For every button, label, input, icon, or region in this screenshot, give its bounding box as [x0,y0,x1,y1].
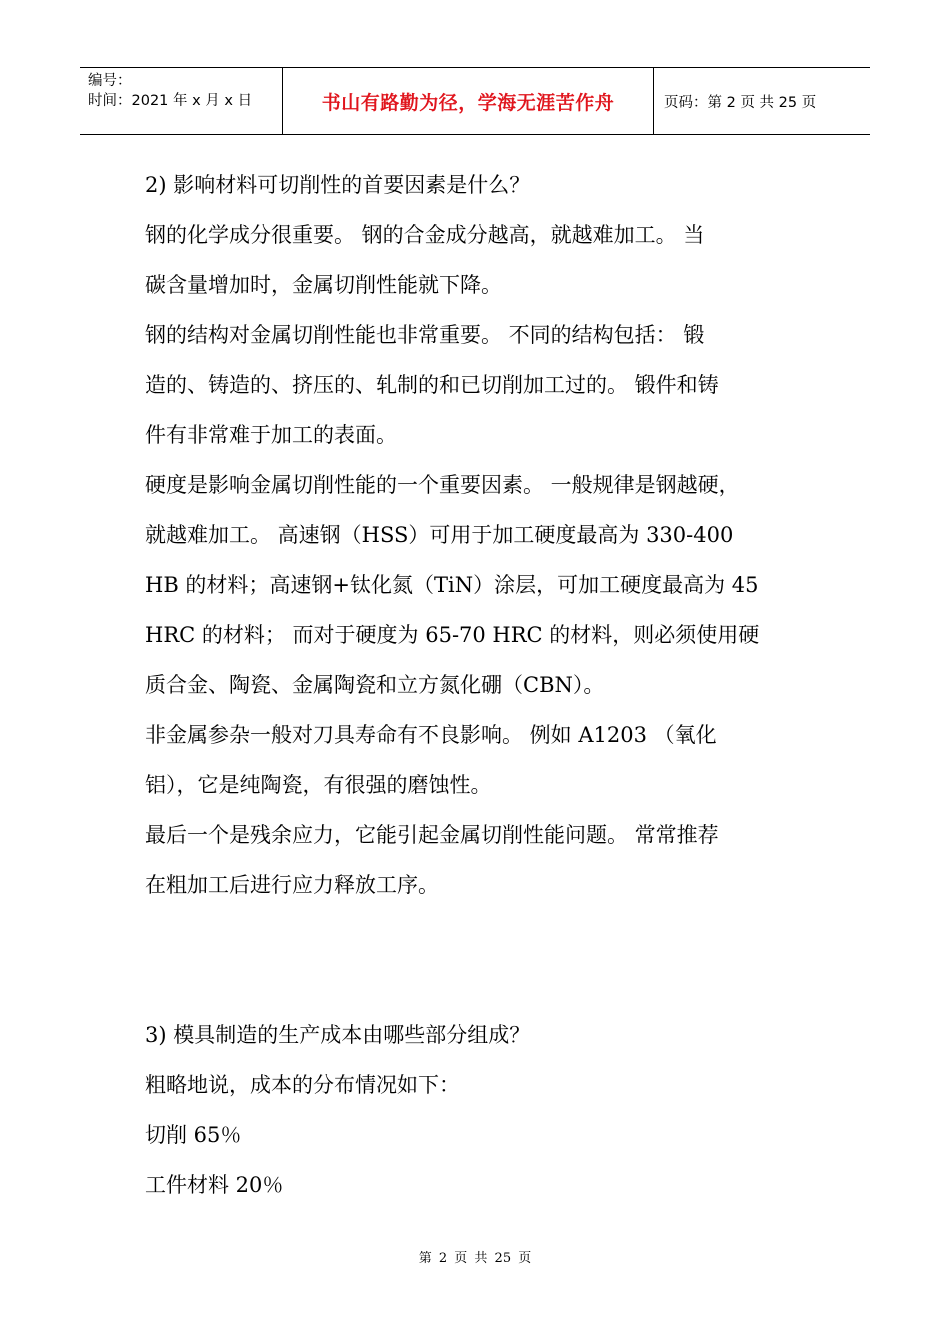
paragraph-line: HB 的材料；高速钢+钛化氮（TiN）涂层，可加工硬度最高为 45 [145,573,759,597]
header-page-info: 页码：第 2 页 共 25 页 [664,94,817,111]
paragraph-line: 就越难加工。 高速钢（HSS）可用于加工硬度最高为 330-400 [145,523,734,547]
section-spacer [145,910,825,1010]
cost-item: 切削 65％ [145,1123,242,1147]
paragraph-line: 质合金、陶瓷、金属陶瓷和立方氮化硼（CBN）。 [145,673,605,697]
paragraph-line: 硬度是影响金属切削性能的一个重要因素。 一般规律是钢越硬， [145,473,740,497]
paragraph-line: 碳含量增加时，金属切削性能就下降。 [145,273,502,297]
header-page-info-cell [654,68,870,134]
paragraph-line: 在粗加工后进行应力释放工序。 [145,873,439,897]
document-number-label: 编号： [88,73,132,89]
document-time-label: 时间：2021 年 x 月 x 日 [88,93,253,109]
cost-item: 工件材料 20％ [145,1173,284,1197]
document-body [145,160,825,1210]
paragraph-line: 件有非常难于加工的表面。 [145,423,397,447]
header-motto: 书山有路勤为径，学海无涯苦作舟 [321,91,615,114]
paragraph-line: 造的、铸造的、挤压的、轧制的和已切削加工过的。 锻件和铸 [145,373,719,397]
paragraph-line: 钢的结构对金属切削性能也非常重要。 不同的结构包括： 锻 [145,323,705,347]
header-meta [80,68,282,134]
question-3-title: 3) 模具制造的生产成本由哪些部分组成？ [145,1023,531,1047]
paragraph-line: HRC 的材料； 而对于硬度为 65-70 HRC 的材料，则必须使用硬 [145,623,760,647]
page-footer: 第 2 页 共 25 页 [418,1251,532,1266]
paragraph-line: 粗略地说，成本的分布情况如下： [145,1073,460,1097]
paragraph-line: 铝），它是纯陶瓷，有很强的磨蚀性。 [145,773,492,797]
paragraph-line: 最后一个是残余应力，它能引起金属切削性能问题。 常常推荐 [145,823,719,847]
paragraph-line: 非金属参杂一般对刀具寿命有不良影响。 例如 A1203 （氧化 [145,723,717,747]
page-header [80,67,870,135]
header-motto-cell [282,68,654,134]
question-2-title: 2) 影响材料可切削性的首要因素是什么？ [145,173,531,197]
paragraph-line: 钢的化学成分很重要。 钢的合金成分越高，就越难加工。 当 [145,223,705,247]
